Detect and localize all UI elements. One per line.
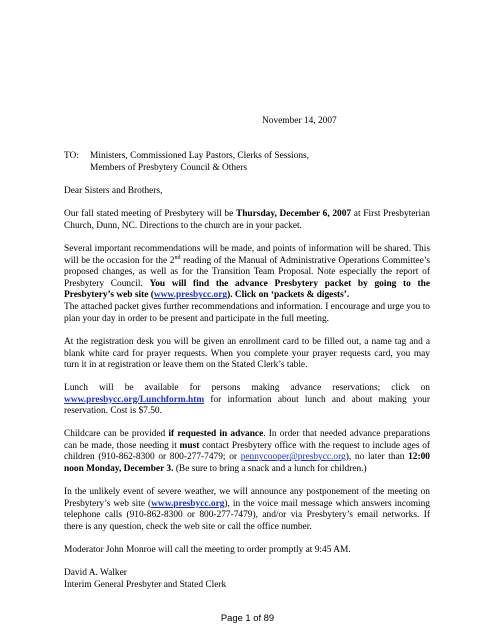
paragraph-meeting-date <box>64 209 430 232</box>
p6-bold-d: must <box>179 440 200 451</box>
signature-title: Interim General Presbyter and Stated Clerk <box>64 580 227 590</box>
paragraph-packet: The attached packet gives further recommendations and information. I encourage and urge you to plan your day in order to be present and participate in the full meeting. <box>64 302 430 324</box>
paragraph-moderator: Moderator John Monroe will call the meeting to order promptly at 9:45 AM. <box>64 545 351 555</box>
to-line-1: Ministers, Commissioned Lay Pastors, Clerks of Sessions, <box>90 151 310 161</box>
to-line-2: Members of Presbytery Council & Others <box>90 163 248 173</box>
letter-date: November 14, 2007 <box>262 116 337 126</box>
p1-text-c: at First Presbyterian Church, Dunn, NC. Directions to the church are in your packet. <box>64 209 430 231</box>
lunch-form-link[interactable]: www.presbycc.org/Lunchform.htm <box>64 394 205 405</box>
p2-bold-c: You will find the advance Presbytery packet by going to the Presbytery’s web site ( <box>64 278 430 301</box>
p2-bold-d: ). Click on ‘packets & digests’. <box>227 290 350 301</box>
salutation: Dear Sisters and Brothers, <box>64 186 163 196</box>
presbytery-website-link[interactable]: www.presbycc.org <box>153 290 228 301</box>
p2-text-b: reading of the Manual of Administrative Operations Committee’s proposed changes, as well as for the Transition Team Proposal. Note especially the report of Presbytery Council. <box>64 255 430 289</box>
page-number: Page 1 of 89 <box>220 612 275 623</box>
p6-bold-b: if requested in advance <box>168 429 264 439</box>
paragraph-childcare <box>64 429 430 475</box>
p7-text-b: ), in the voice mail message which answers incoming telephone calls (910-862-8300 or 800-277-7479), and/or via Presbytery’s email networks. If there is any question, check the web site or call the office number. <box>64 498 430 532</box>
ordinal-suffix: nd <box>174 254 181 261</box>
p2-text-a: Several important recommendations will be made, and points of information will be shared. This will be the occasion for the 2 <box>64 244 430 266</box>
p5-text-a: Lunch will be available for persons making advance reservations; click on <box>64 383 430 393</box>
presbytery-website-link-2[interactable]: www.presbycc.org <box>151 498 225 509</box>
p1-text-a: Our fall stated meeting of Presbytery will be <box>64 209 236 219</box>
p6-bold-g: 12:00 noon Monday, December 3. <box>64 452 430 474</box>
p6-text-c: . In order that needed advance preparations can be made, those needing it <box>64 429 430 451</box>
paragraph-weather <box>64 487 430 533</box>
to-label: TO: <box>64 151 79 161</box>
paragraph-registration: At the registration desk you will be given an enrollment card to be filled out, a name tag and a blank white card for prayer requests. When you complete your prayer requests card, you may turn it in at registration or leave them on the Stated Clerk’s table. <box>64 337 430 371</box>
meeting-date-bold: Thursday, December 6, 2007 <box>235 209 352 219</box>
p5-text-b: for information about lunch and about making your reservation. Cost is $7.50. <box>64 394 430 417</box>
p6-text-e: contact Presbytery office with the request to include ages of children (910-862-8300 or 800-277-7479; or <box>64 440 430 463</box>
signature-name: David A. Walker <box>64 568 127 578</box>
paragraph-recommendations <box>64 244 430 302</box>
p7-text-a: In the unlikely event of severe weather, we will announce any postponement of the meeting on Presbytery’s web site ( <box>64 487 430 509</box>
p6-text-f: ), no later than <box>345 452 409 463</box>
paragraph-lunch <box>64 383 430 418</box>
p6-text-h: (Be sure to bring a snack and a lunch for children.) <box>173 463 367 474</box>
p6-text-a: Childcare can be provided <box>64 429 169 439</box>
email-link[interactable]: pennycooper@presbycc.org <box>240 452 346 463</box>
